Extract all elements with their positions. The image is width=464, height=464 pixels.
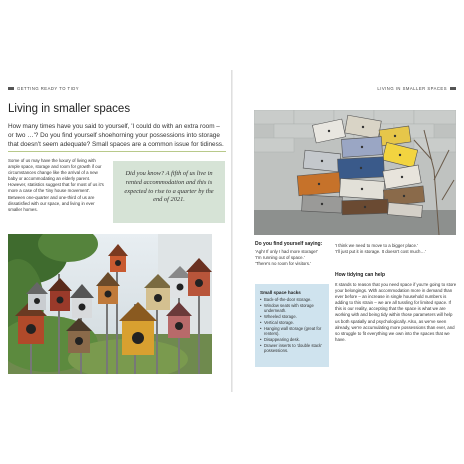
saying-line: 'I'm running out of space.': [255, 255, 305, 260]
running-head-left: [8, 86, 79, 91]
saying-line: 'I'll just put it in storage. It doesn't cost much…': [335, 249, 426, 254]
birdhouses-photo: [8, 234, 212, 374]
list-item: • Window seats with storage underneath.: [260, 303, 324, 314]
help-heading: How tidying can help: [335, 272, 386, 278]
running-head-right-text: LIVING IN SMALLER SPACES: [377, 86, 447, 91]
birdhouses-illustration: [8, 234, 212, 374]
drawers-photo: [254, 110, 456, 235]
hacks-list: [260, 297, 324, 354]
callout-text: Did you know? A fifth of us live in rented accommodation and this is expected to rise to a quarter by the end of 2021.: [124, 170, 214, 204]
hacks-title: Small space hacks: [260, 290, 301, 295]
sayings-left: [255, 249, 331, 267]
page-heading: Living in smaller spaces: [8, 103, 131, 115]
saying-line: 'I think we need to move to a bigger place.': [335, 243, 418, 248]
did-you-know-callout: [113, 161, 225, 223]
list-item: • Hanging wall storage (great for renters).: [260, 326, 324, 337]
running-head-marker: [450, 87, 456, 90]
stacked-drawers-illustration: [254, 110, 456, 235]
running-head-left-text: GETTING READY TO TIDY: [17, 86, 80, 91]
help-paragraph: It stands to reason that you need space if you're going to store your belongings. With accommodation more in demand than ever before – an increase in single household numbers is adding to this strain – we are all tussling for limited space. If this is our reality, accepting that the space is what we are working with and being tidy within those parameters will help us both spatially and psychologically. Also, as we've seen already, we're accumulating more possessions than ever, and so struggle to fit everything we own into the spaces that we have.: [335, 282, 457, 342]
list-item: • Disappearing desk.: [260, 337, 324, 343]
saying-line: 'Agh! If only I had more storage!': [255, 249, 318, 254]
body-paragraph: Some of us may have the luxury of living with ample space, storage and room for growth if our circumstances change like the arrival of a new baby or accommodating an elderly parent. However, statistics suggest that for most of us it's more a case of the 'tiny house movement'. Between one-quarter and one-third of us are dissatisfied with our space, and living in ever smaller homes.: [8, 158, 104, 212]
sayings-right: [335, 243, 457, 255]
list-item: • Vertical storage.: [260, 320, 324, 326]
list-item: • Wheeled storage.: [260, 314, 324, 320]
saying-heading: Do you find yourself saying:: [255, 241, 323, 247]
lede-paragraph: How many times have you said to yourself, 'I could do with an extra room – or two …'? Do you find yourself shoehorning your possessions into storage that doesn't seem adequate? Small spaces are a common issue for tidiness.: [8, 123, 224, 148]
list-item: • Drawer inserts to 'double stack' possessions.: [260, 343, 324, 354]
small-space-hacks-box: [255, 284, 329, 367]
list-item: • Back-of-the-door storage.: [260, 297, 324, 303]
running-head-marker: [8, 87, 14, 90]
saying-line: 'There's no room for visitors.': [255, 261, 311, 266]
book-gutter: [231, 70, 233, 392]
divider-rule: [8, 151, 226, 152]
running-head-right: [377, 86, 456, 91]
